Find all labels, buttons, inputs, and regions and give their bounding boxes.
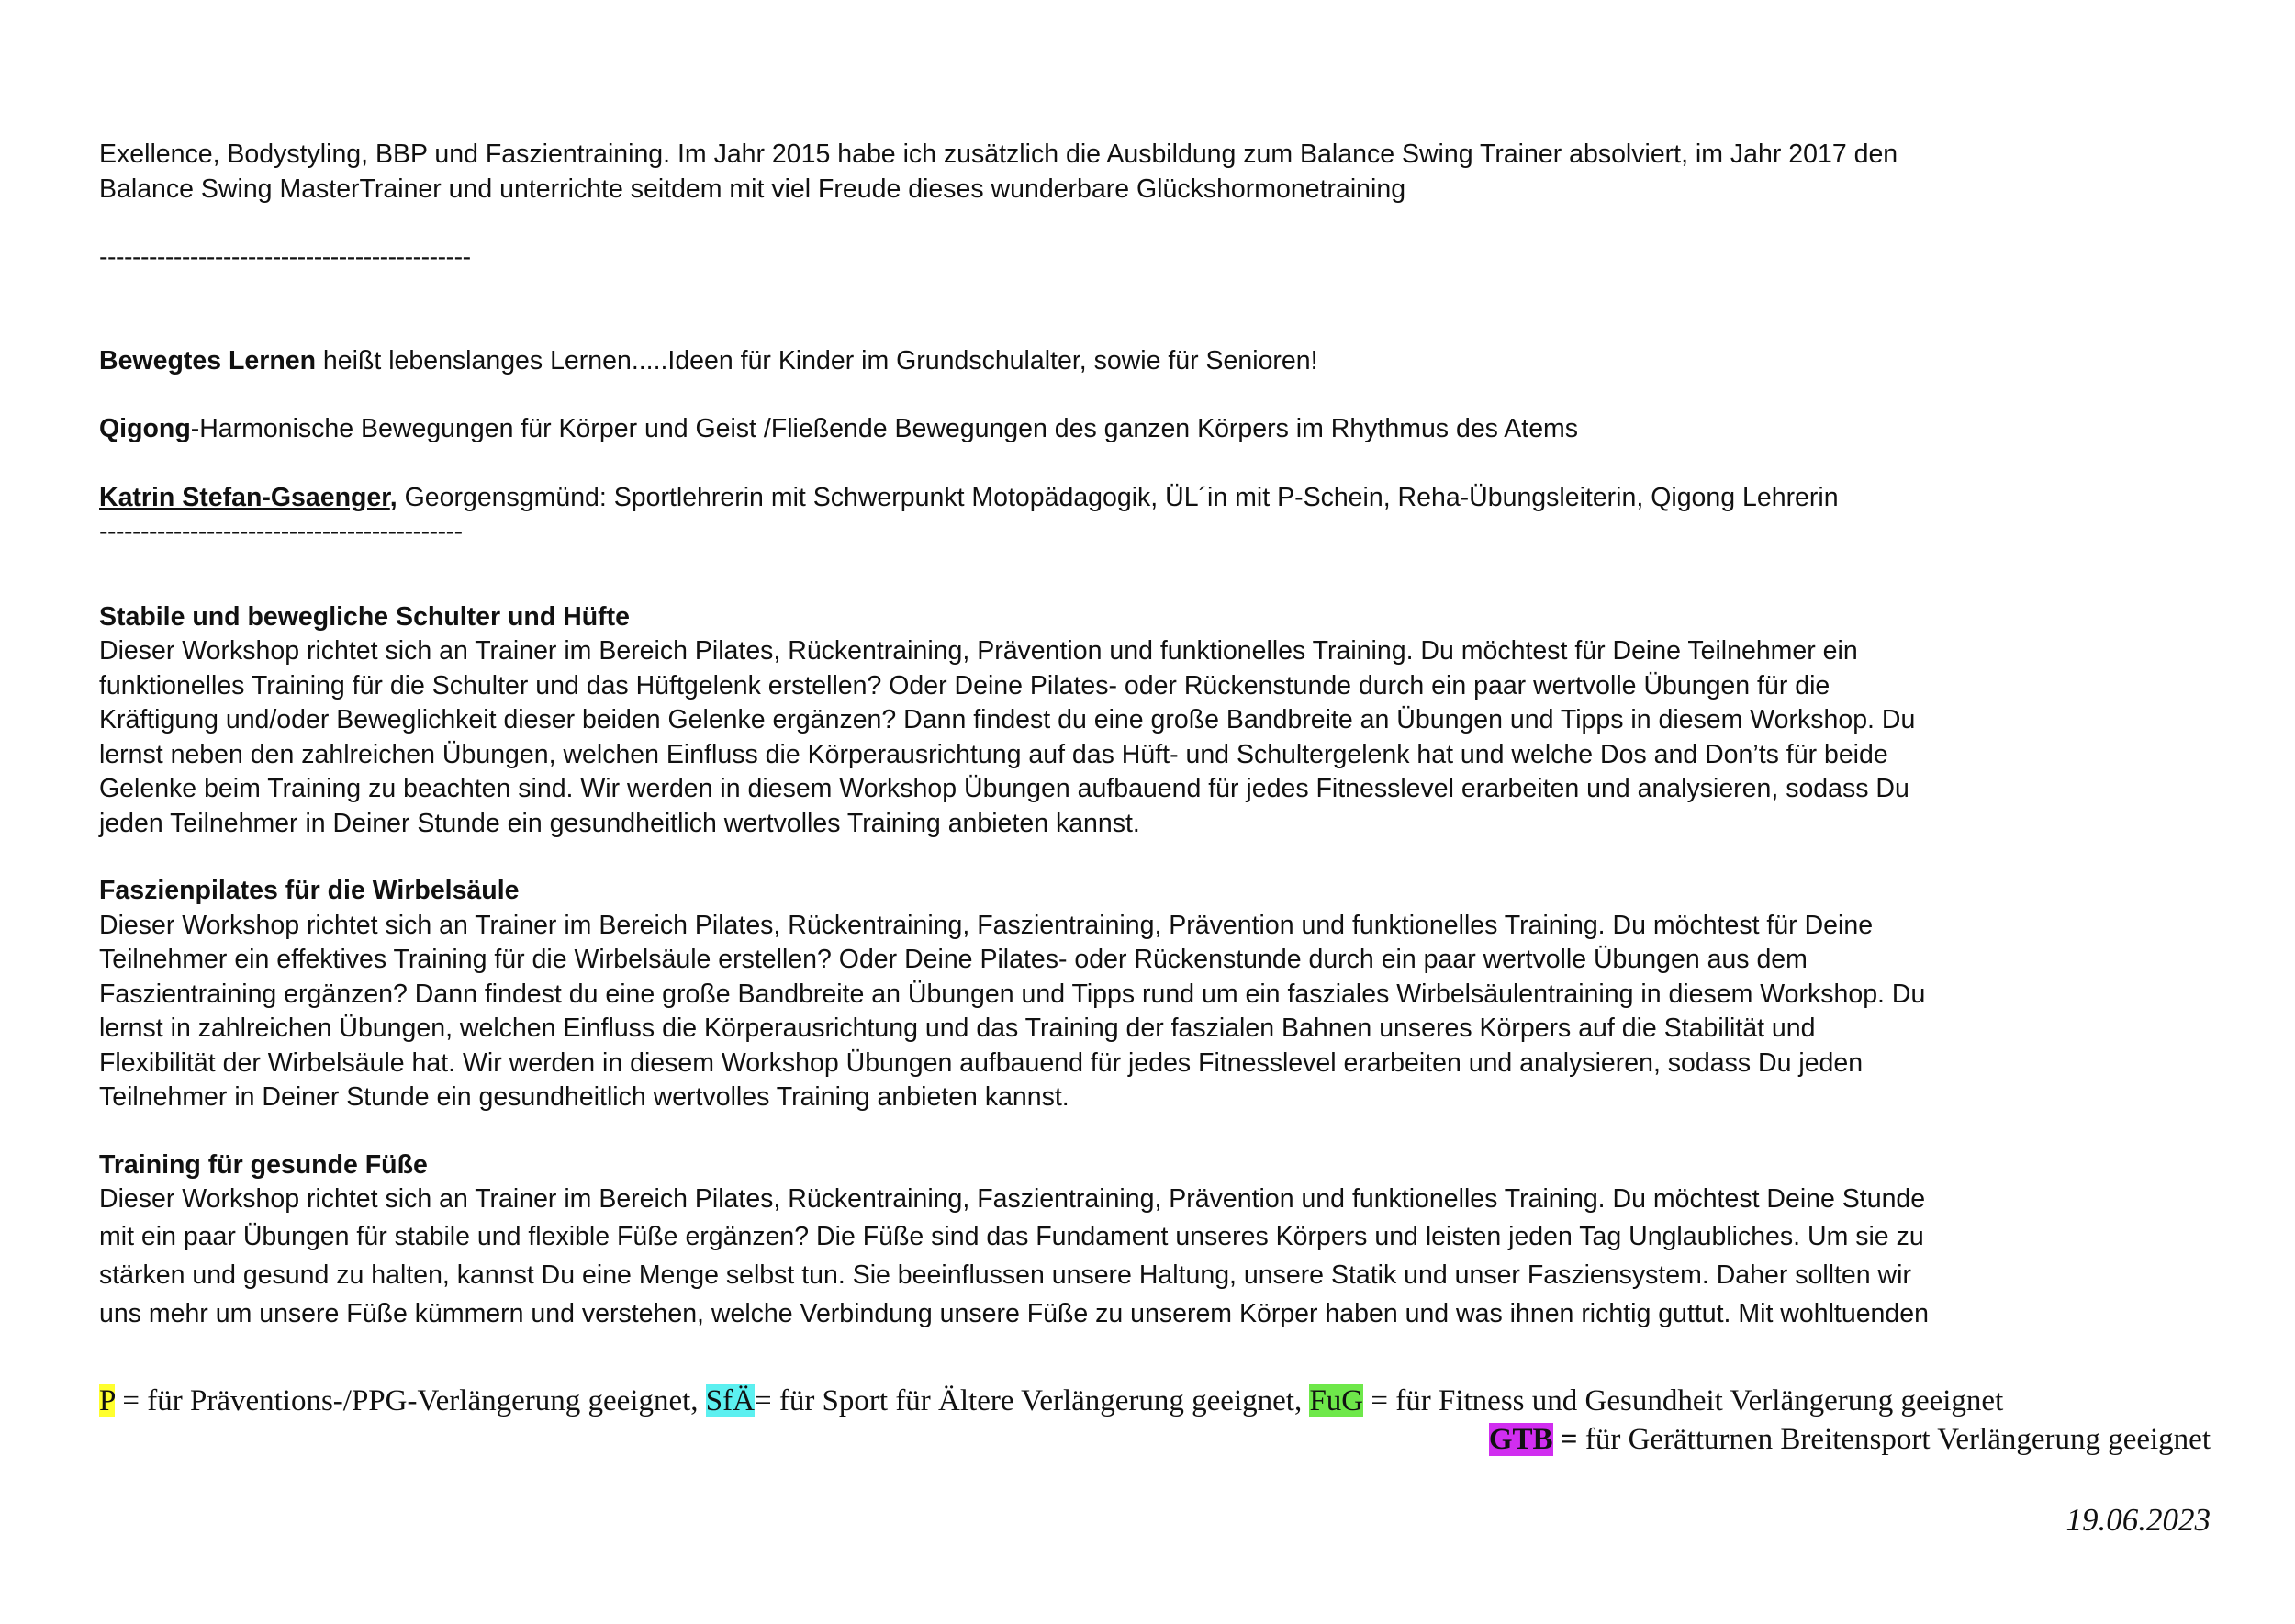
legend-code-gtb: GTB: [1488, 1423, 1553, 1456]
workshop-title: Faszienpilates für die Wirbelsäule: [99, 876, 520, 905]
workshop-line: Gelenke beim Training zu beachten sind. Wir werden in diesem Workshop Übungen aufbauend für jedes Fitnesslevel erarbeiten und analysieren, sodass Du: [99, 774, 1909, 803]
legend-text-gtb: für Gerätturnen Breitensport Verlängerung geeignet: [1577, 1423, 2211, 1456]
legend-code-sfa: SfÄ: [705, 1384, 755, 1417]
document-body: [99, 138, 2211, 1333]
legend-code-fug: FuG: [1309, 1384, 1364, 1417]
workshop-title: Stabile und bewegliche Schulter und Hüfte: [99, 601, 630, 632]
trainer-comma: ,: [389, 482, 397, 512]
legend-line-2: [99, 1420, 2211, 1459]
intro-line-2: Balance Swing MasterTrainer und unterrichte seitdem mit viel Freude dieses wunderbare Glückshormonetraining: [99, 174, 1406, 204]
qigong-paragraph: [99, 412, 2211, 447]
workshop-line: funktionelles Training für die Schulter und das Hüftgelenk erstellen? Oder Deine Pilates- oder Rückenstunde durch ein paar wertvolle Übungen für die: [99, 670, 1830, 700]
bewegtes-lernen-paragraph: [99, 344, 2211, 379]
workshop-line: mit ein paar Übungen für stabile und flexible Füße ergänzen? Die Füße sind das Fundament unseres Körpers und leisten jeden Tag Unglaubliches. Um sie zu: [99, 1221, 1924, 1251]
workshop-faszienpilates: [99, 874, 2211, 1115]
legend-text-p: = für Präventions-/PPG-Verlängerung geeignet,: [115, 1384, 706, 1417]
workshop-line: Teilnehmer ein effektives Training für die Wirbelsäule erstellen? Oder Deine Pilates- oder Rückenstunde durch ein paar wertvolle Übungen aus dem: [99, 945, 1808, 974]
qigong-text: -Harmonische Bewegungen für Körper und Geist /Fließende Bewegungen des ganzen Körpers im Rhythmus des Atems: [190, 414, 1579, 443]
qigong-title: Qigong: [99, 414, 191, 443]
workshop-line: stärken und gesund zu halten, kannst Du eine Menge selbst tun. Sie beeinflussen unsere Haltung, unsere Statik und unser Fasziensystem. Daher sollten wir: [99, 1260, 1911, 1290]
workshop-line: Teilnehmer in Deiner Stunde ein gesundheitlich wertvolles Training anbieten kannst.: [99, 1082, 1069, 1112]
certification-legend: [99, 1382, 2211, 1459]
trainer-name: Katrin Stefan-Gsaenger: [99, 482, 390, 512]
trainer-paragraph: [99, 481, 2211, 516]
workshop-line: uns mehr um unsere Füße kümmern und verstehen, welche Verbindung unsere Füße zu unserem Körper haben und was ihnen richtig guttut. Mit wohltuenden: [99, 1298, 1929, 1328]
workshop-line: lernst neben den zahlreichen Übungen, welchen Einfluss die Körperausrichtung auf das Hüft- und Schultergelenk hat und welche Dos and Don’ts für beide: [99, 739, 1888, 769]
separator-line: ---------------------------------------------: [99, 242, 471, 272]
intro-line-1: Exellence, Bodystyling, BBP und Faszientraining. Im Jahr 2015 habe ich zusätzlich die Ausbildung zum Balance Swing Trainer absolviert, im Jahr 2017 den: [99, 140, 1898, 169]
legend-text-fug: = für Fitness und Gesundheit Verlängerung geeignet: [1363, 1384, 2004, 1417]
workshop-line: lernst in zahlreichen Übungen, welchen Einfluss die Körperausrichtung und das Training der faszialen Bahnen unseres Körpers auf die Stabilität und: [99, 1014, 1816, 1043]
workshop-line: Flexibilität der Wirbelsäule hat. Wir werden in diesem Workshop Übungen aufbauend für jedes Fitnesslevel erarbeiten und analysieren, sodass Du jeden: [99, 1047, 1864, 1078]
workshop-line: Dieser Workshop richtet sich an Trainer im Bereich Pilates, Rückentraining, Faszientraining, Prävention und funktionelles Training. Du möchtest für Deine: [99, 910, 1874, 940]
workshop-schulter-huefte: [99, 600, 2211, 842]
separator-line-2: --------------------------------------------: [99, 517, 463, 546]
workshop-line: jeden Teilnehmer in Deiner Stunde ein gesundheitlich wertvolles Training anbieten kannst.: [99, 808, 1140, 838]
workshop-title: Training für gesunde Füße: [99, 1149, 428, 1180]
bewegtes-lernen-text: heißt lebenslanges Lernen.....Ideen für Kinder im Grundschulalter, sowie für Senioren!: [316, 345, 1318, 375]
workshop-gesunde-fuesse: [99, 1148, 2211, 1333]
document-date: 19.06.2023: [2066, 1502, 2211, 1538]
bewegtes-lernen-title: Bewegtes Lernen: [99, 345, 316, 375]
trainer-text: Georgensgmünd: Sportlehrerin mit Schwerpunkt Motopädagogik, ÜL´in mit P-Schein, Reha-Übungsleiterin, Qigong Lehrerin: [397, 482, 1839, 512]
workshop-line: Kräftigung und/oder Beweglichkeit dieser beiden Gelenke ergänzen? Dann findest du eine große Bandbreite an Übungen und Tipps in diesem Workshop. Du: [99, 705, 1916, 734]
legend-eq-gtb: =: [1552, 1423, 1578, 1456]
legend-code-p: P: [99, 1384, 116, 1417]
workshop-line: Faszientraining ergänzen? Dann findest du eine große Bandbreite an Übungen und Tipps rund um ein fasziales Wirbelsäulentraining in diesem Workshop. Du: [99, 979, 1926, 1009]
legend-line-1: [99, 1382, 2211, 1420]
workshop-line: Dieser Workshop richtet sich an Trainer im Bereich Pilates, Rückentraining, Prävention und funktionelles Training. Du möchtest für Deine Teilnehmer ein: [99, 636, 1858, 666]
legend-text-sfa: = für Sport für Ältere Verlängerung geeignet,: [754, 1384, 1310, 1417]
workshop-line: Dieser Workshop richtet sich an Trainer im Bereich Pilates, Rückentraining, Faszientraining, Prävention und funktionelles Training. Du möchtest Deine Stunde: [99, 1184, 1926, 1214]
